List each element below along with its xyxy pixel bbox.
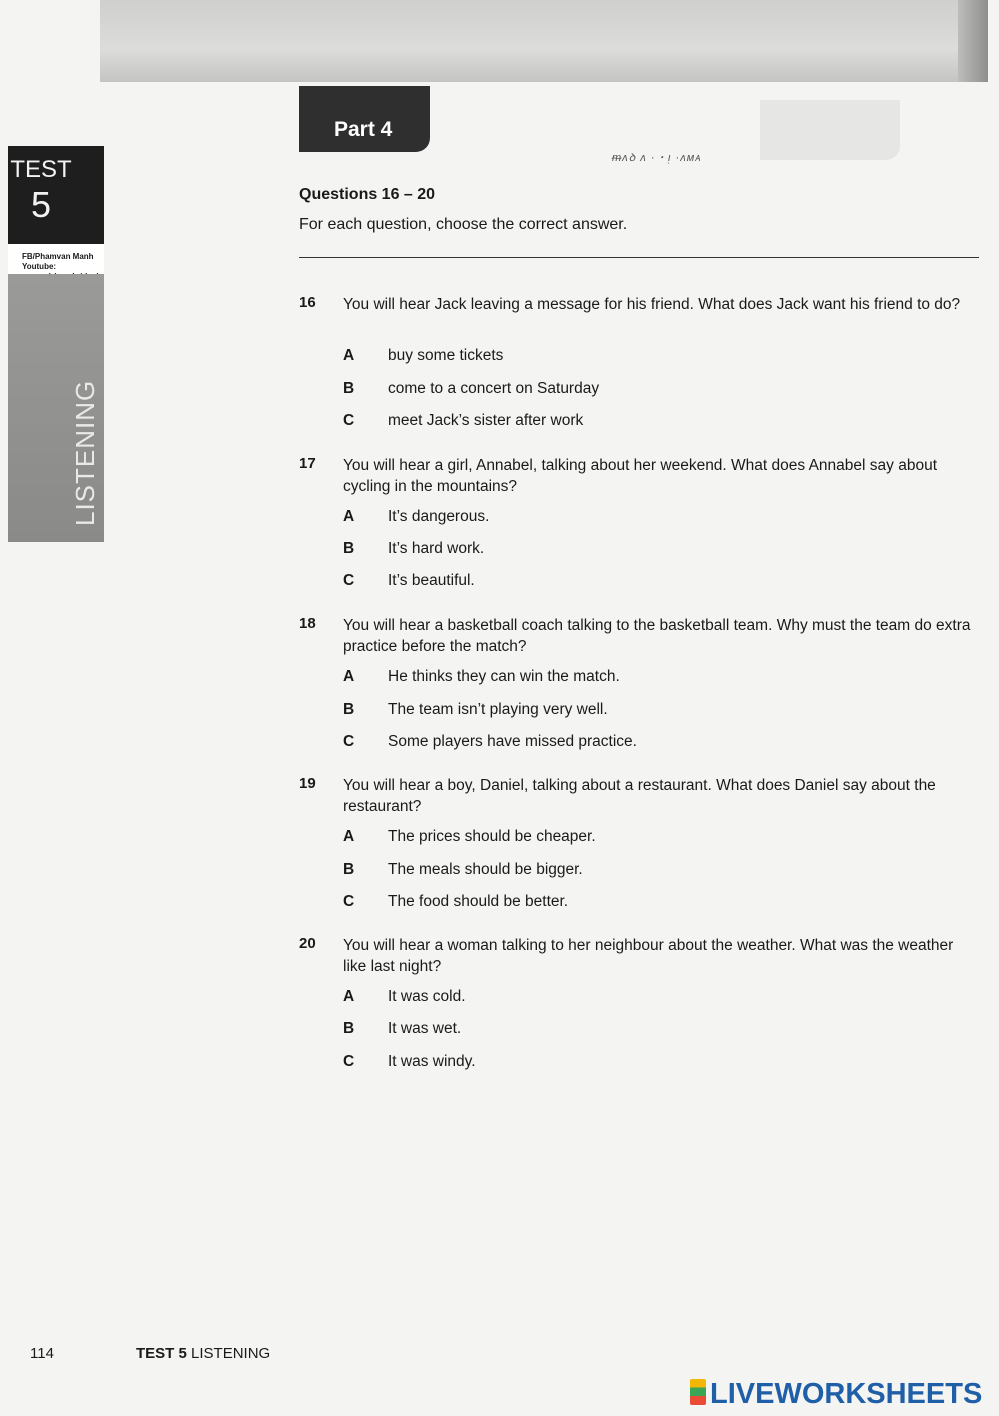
question-number: 18 bbox=[299, 615, 316, 632]
option-letter: A bbox=[343, 347, 355, 364]
question-stem: You will hear a woman talking to her neighbour about the weather. What was the weather like last night? bbox=[343, 937, 954, 975]
option-letter: C bbox=[343, 412, 355, 429]
page-number: 114 bbox=[30, 1345, 54, 1362]
option-text: He thinks they can win the match. bbox=[388, 668, 620, 685]
credit-box bbox=[8, 244, 104, 274]
test-word: TEST bbox=[10, 156, 72, 183]
test-badge bbox=[8, 146, 104, 244]
questions-heading: Questions 16 – 20 bbox=[299, 186, 436, 203]
option-letter: C bbox=[343, 893, 355, 910]
option-letter: A bbox=[343, 508, 355, 525]
instructions: For each question, choose the correct answer. bbox=[299, 216, 628, 233]
part-tab bbox=[299, 86, 430, 152]
option-letter: C bbox=[343, 572, 355, 589]
option-text: It was wet. bbox=[388, 1020, 462, 1037]
section-side-band bbox=[8, 274, 104, 542]
option-text: It was windy. bbox=[388, 1053, 476, 1070]
section-side-label: LISTENING bbox=[70, 379, 100, 526]
scanned-top-band bbox=[100, 0, 988, 82]
option-text: The team isn’t playing very well. bbox=[388, 701, 608, 718]
handwritten-scribble: ᵯʌꝺ ʌ · ꞏ ᴉ ·ʌᴍᴀ bbox=[612, 152, 702, 164]
question-number: 16 bbox=[299, 294, 316, 311]
footer-title-bold: TEST 5 bbox=[136, 1345, 187, 1362]
credit-line-2: Youtube: bbox=[22, 262, 57, 271]
footer-title bbox=[136, 1345, 270, 1362]
credit-line-1: FB/Phamvan Manh bbox=[22, 252, 94, 261]
option-letter: B bbox=[343, 380, 355, 397]
option-text: It’s beautiful. bbox=[388, 572, 475, 589]
liveworksheets-text: LIVEWORKSHEETS bbox=[710, 1378, 983, 1410]
scanned-page-edge bbox=[958, 0, 988, 82]
option-letter: B bbox=[343, 540, 355, 557]
question-number: 20 bbox=[299, 935, 316, 952]
option-text: buy some tickets bbox=[388, 347, 504, 364]
divider bbox=[299, 257, 979, 258]
option-text: The prices should be cheaper. bbox=[388, 828, 596, 845]
test-number: 5 bbox=[30, 184, 52, 225]
option-letter: B bbox=[343, 1020, 355, 1037]
option-text: It’s dangerous. bbox=[388, 508, 490, 525]
option-letter: A bbox=[343, 668, 355, 685]
question-stem: You will hear a basketball coach talking to the basketball team. Why must the team do extra practice before the match? bbox=[343, 617, 971, 655]
option-text: meet Jack’s sister after work bbox=[388, 412, 584, 429]
question-stem: You will hear a boy, Daniel, talking about a restaurant. What does Daniel say about the restaurant? bbox=[343, 777, 936, 815]
option-text: It’s hard work. bbox=[388, 540, 485, 557]
liveworksheets-mark-icon bbox=[690, 1379, 706, 1405]
option-text: Some players have missed practice. bbox=[388, 733, 637, 750]
option-letter: B bbox=[343, 861, 355, 878]
part-label: Part 4 bbox=[334, 118, 393, 141]
footer-title-rest: LISTENING bbox=[186, 1345, 271, 1362]
question-stem: You will hear a girl, Annabel, talking about her weekend. What does Annabel say about cycling in the mountains? bbox=[343, 457, 937, 495]
option-text: The meals should be bigger. bbox=[388, 861, 583, 878]
question-number: 17 bbox=[299, 455, 316, 472]
option-letter: A bbox=[343, 828, 355, 845]
bleed-through-tab bbox=[760, 100, 900, 160]
option-text: come to a concert on Saturday bbox=[388, 380, 600, 397]
option-letter: C bbox=[343, 733, 355, 750]
liveworksheets-logo bbox=[690, 1378, 982, 1411]
option-text: It was cold. bbox=[388, 988, 466, 1005]
option-letter: A bbox=[343, 988, 355, 1005]
option-letter: C bbox=[343, 1053, 355, 1070]
question-number: 19 bbox=[299, 775, 316, 792]
option-text: The food should be better. bbox=[388, 893, 569, 910]
question-stem: You will hear Jack leaving a message for his friend. What does Jack want his friend to do? bbox=[343, 296, 961, 313]
option-letter: B bbox=[343, 701, 355, 718]
